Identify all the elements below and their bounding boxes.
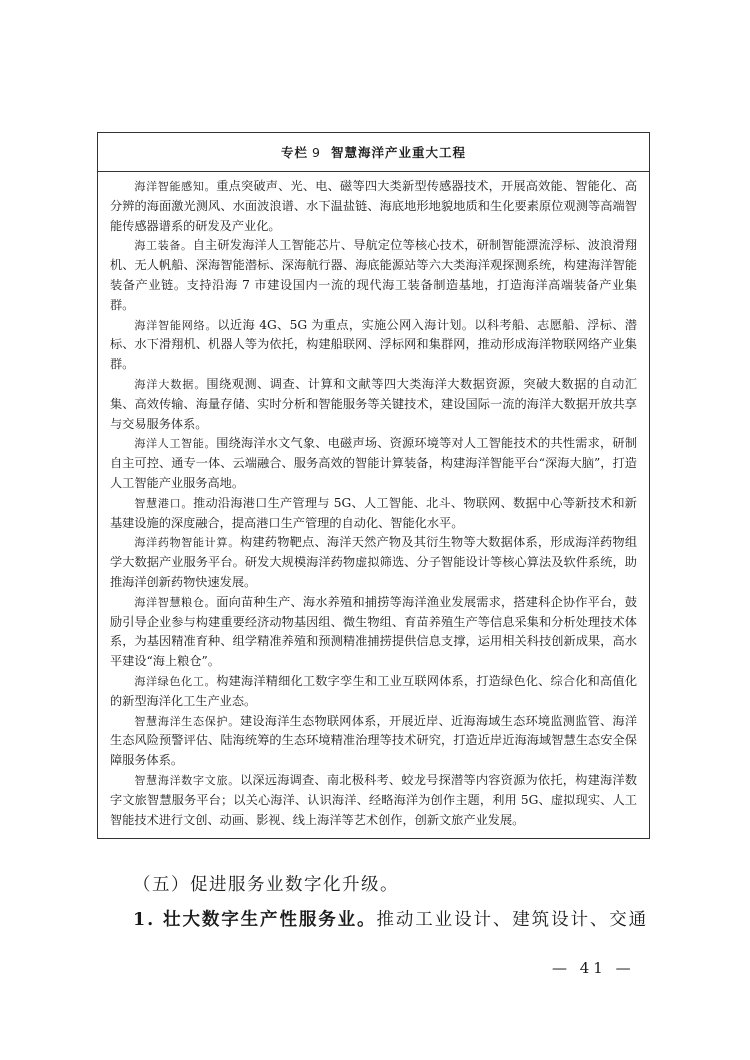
paragraph-text: 推动工业设计、建筑设计、交通 xyxy=(376,910,649,930)
item-heading: 海洋绿色化工。 xyxy=(134,674,217,688)
body-paragraph xyxy=(133,906,663,931)
box-item xyxy=(110,533,637,592)
box-item xyxy=(110,672,637,712)
item-text: 构建药物靶点、海洋天然产物及其衍生物等大数据体系，形成海洋药物组学大数据产业服务平台。研发大规模海洋药物虚拟筛选、分子智能设计等核心算法及软件系统，助推海洋创新药物快速发展。 xyxy=(110,535,638,589)
box-item xyxy=(110,771,637,830)
item-heading: 海洋人工智能。 xyxy=(134,437,217,451)
item-text: 以近海 4G、5G 为重点，实施公网入海计划。以科考船、志愿船、浮标、潜标、水下滑翔机、机器人等为依托，构建船联网、浮标网和集群网，推动形成海洋物联网络产业集群。 xyxy=(110,317,637,372)
item-text: 重点突破声、光、电、磁等四大类新型传感器技术，开展高效能、智能化、高分辨的海面激光测风、水面波浪谱、水下温盐链、海底地形地貌地质和生化要素原位观测等高端智能传感器谱系的研发及产业化。 xyxy=(110,179,638,233)
page-number: — 41 — xyxy=(552,959,635,977)
paragraph-lead: 1. 壮大数字生产性服务业。 xyxy=(133,910,377,930)
item-text: 构建海洋精细化工数字孪生和工业互联网体系，打造绿色化、综合化和高值化的新型海洋化工生产业态。 xyxy=(110,673,638,708)
section-heading: （五）促进服务业数字化升级。 xyxy=(133,875,399,895)
item-heading: 海工装备。 xyxy=(134,239,193,253)
box-title-text: 智慧海洋产业重大工程 xyxy=(330,145,466,160)
item-text: 自主研发海洋人工智能芯片、导航定位等核心技术，研制智能漂流浮标、波浪滑翔机、无人帆船、深海智能潜标、深海航行器、海底能源站等六大类海洋观探测系统，构建海洋智能装备产业链。支持沿海 7 市建设国内一流的现代海工装备制造基地，打造海洋高端装备产业集群。 xyxy=(110,238,638,312)
box-item xyxy=(110,177,637,236)
box-title xyxy=(98,133,649,172)
item-heading: 海洋药物智能计算。 xyxy=(134,536,240,550)
box-item xyxy=(110,593,637,672)
item-text: 面向苗种生产、海水养殖和捕捞等海洋渔业发展需求，搭建科企协作平台，鼓励引导企业参与构建重要经济动物基因组、微生物组、育苗养殖生产等信息采集和分析处理技术体系，为基因精准育种、组学精准养殖和预测精准捕捞提供信息支撑，运用相关科技创新成果，高水平建设“海上粮仓”。 xyxy=(110,594,638,669)
item-heading: 海洋智慧粮仓。 xyxy=(134,595,217,609)
item-text: 建设海洋生态物联网体系，开展近岸、近海海域生态环境监测监管、海洋生态风险预警评估、陆海统筹的生态环境精准治理等技术研究，打造近岸近海海域智慧生态安全保障服务体系。 xyxy=(110,713,638,768)
item-heading: 海洋智能感知。 xyxy=(134,180,217,193)
box-item xyxy=(110,494,637,534)
item-heading: 智慧海洋数字文旅。 xyxy=(134,773,240,787)
box-item xyxy=(110,375,637,434)
item-heading: 智慧海洋生态保护。 xyxy=(134,714,240,728)
item-text: 推动沿海港口生产管理与 5G、人工智能、北斗、物联网、数据中心等新技术和新基建设施的深度融合，提高港口生产管理的自动化、智能化水平。 xyxy=(110,495,637,530)
box-title-prefix: 专栏 xyxy=(281,145,309,160)
box-title-number: 9 xyxy=(312,144,321,160)
item-heading: 智慧港口。 xyxy=(134,496,194,510)
item-text: 以深远海调查、南北极科考、蛟龙号探潜等内容资源为依托，构建海洋数字文旅智慧服务平台；以关心海洋、认识海洋、经略海洋为创作主题，利用 5G、虚拟现实、人工智能技术进行文创、动画、影视、线上海洋等艺术创作，创新文旅产业发展。 xyxy=(110,772,638,827)
box-item xyxy=(110,236,637,315)
item-text: 围绕海洋水文气象、电磁声场、资源环境等对人工智能技术的共性需求，研制自主可控、通专一体、云端融合、服务高效的智能计算装备，构建海洋智能平台“深海大脑”，打造人工智能产业服务高地。 xyxy=(110,436,638,490)
box-body xyxy=(98,172,649,830)
feature-box xyxy=(97,132,650,839)
box-item xyxy=(110,316,637,375)
box-item xyxy=(110,434,637,493)
item-heading: 海洋大数据。 xyxy=(134,377,207,391)
item-text: 围绕观测、调查、计算和文献等四大类海洋大数据资源，突破大数据的自动汇集、高效传输、海量存储、实时分析和智能服务等关键技术，建设国际一流的海洋大数据开放共享与交易服务体系。 xyxy=(110,376,638,431)
item-heading: 海洋智能网络。 xyxy=(134,318,218,332)
box-item xyxy=(110,712,637,771)
